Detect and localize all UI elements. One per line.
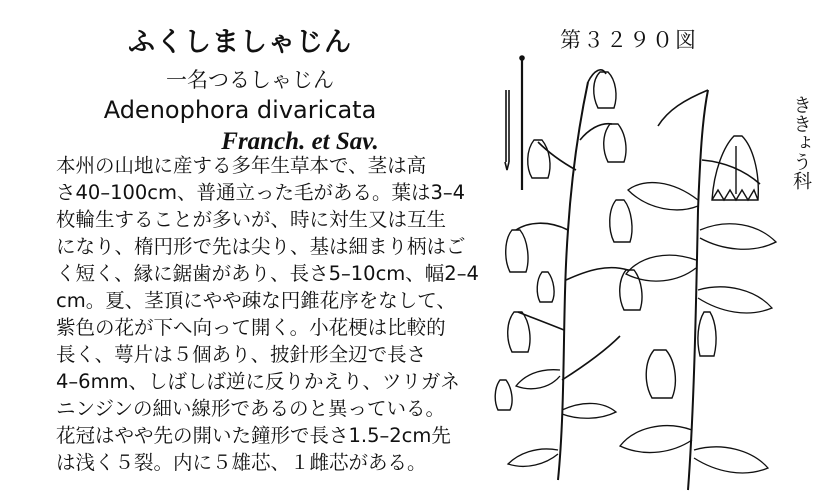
- description-line: 花冠はやや先の開いた鐘形で長さ1.5–2cm先: [56, 424, 451, 447]
- botanical-illustration: [488, 50, 788, 495]
- description-line: ニンジンの細い線形であるのと異っている。: [56, 397, 446, 420]
- description-line: 4–6mm、しばしば逆に反りかえり、ツリガネ: [56, 370, 460, 393]
- right-leafy-stem: [658, 90, 760, 490]
- hanging-flower-right: [698, 312, 716, 356]
- figure-number: 第３２９０図: [560, 28, 698, 52]
- description-line: く短く、縁に鋸歯があり、長さ5–10cm、幅2–4: [56, 262, 479, 285]
- description-line: さ40–100cm、普通立った毛がある。葉は3–4: [56, 181, 466, 204]
- description-line: 本州の山地に産する多年生草本で、茎は高: [56, 154, 427, 177]
- scientific-author: Franch. et Sav.: [221, 128, 379, 155]
- left-flowering-stem: [516, 70, 628, 480]
- description: [56, 152, 488, 476]
- description-line: は浅く５裂。内に５雄芯、１雌芯がある。: [56, 451, 427, 474]
- description-line: 紫色の花が下へ向って開く。小花梗は比較的: [56, 316, 446, 339]
- scientific-name: Adenophora divaricata: [103, 96, 377, 124]
- alternate-name: 一名つるしゃじん: [166, 68, 334, 92]
- plant-family: ききょう科: [790, 95, 812, 190]
- detail-pistil: [520, 56, 524, 190]
- description-line: 長く、萼片は５個あり、披針形全辺で長さ: [56, 343, 427, 366]
- detail-stamen: [505, 90, 509, 170]
- description-line: 枚輪生することが多いが、時に対生又は互生: [56, 208, 447, 231]
- species-title: ふくしましゃじん: [128, 27, 352, 58]
- description-line: cm。夏、茎頂にやや疎な円錐花序をなして、: [56, 289, 456, 312]
- description-line: になり、楕円形で先は尖り、基は細まり柄はご: [56, 235, 466, 258]
